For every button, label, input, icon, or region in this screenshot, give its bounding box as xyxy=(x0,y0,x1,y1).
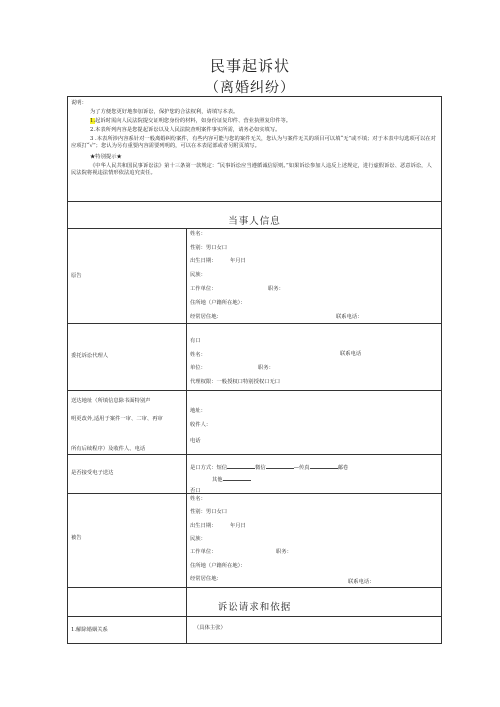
notes-item-2: 2.本表所列内容是您提起诉讼以及人民法院查明案件事实所需，请务必如实填写。 xyxy=(90,127,281,133)
defendant-label: 被告 xyxy=(71,535,82,541)
plaintiff-gender-field: 性别：男口女口 xyxy=(190,245,228,251)
blank-line xyxy=(223,475,251,481)
section-claims-title: 诉讼请求和依据 xyxy=(217,602,292,613)
defendant-phone-field: 联系电话： xyxy=(348,579,375,585)
agent-duty-field: 职务： xyxy=(258,365,274,371)
special-notice-text: 《中华人民共和国民事诉讼法》第十三条第一款规定：“民事诉讼应当遵循诚信原则。”如果诉讼参加人违反上述规定，进行虚假诉讼、恶意诉讼，人民法院将视违法情形依法追究责任。 xyxy=(71,163,432,176)
plaintiff-birth-field: 出生日期： 年月日 xyxy=(190,258,246,264)
notes-heading: 说明： xyxy=(71,100,87,106)
electronic-service-label: 是否接受电子送达 xyxy=(71,470,114,476)
agent-authority-field: 代理权限：一般授权口特别授权口无口 xyxy=(190,379,281,385)
plaintiff-residence-field: 经常居住地： xyxy=(190,314,222,320)
plaintiff-address-field: 住所地（户籍所在地）： xyxy=(190,300,246,306)
blank-line xyxy=(227,463,255,469)
plaintiff-label: 原告 xyxy=(71,273,82,279)
service-label-line-3: 所有后续程序）及收件人、电话 xyxy=(71,446,146,452)
electronic-service-options: 是口方式：短信 微信 —传真 邮卷 xyxy=(190,465,349,471)
defendant-name-field: 姓名： xyxy=(190,496,206,502)
service-label-line-1: 送达地址（所填信息除书面特别声 xyxy=(71,398,151,404)
divider xyxy=(68,201,441,202)
blank-line xyxy=(266,463,294,469)
service-phone-field: 电话 xyxy=(190,438,201,444)
document-subtitle: （离婚纠纷） xyxy=(205,80,295,96)
notes-item-3: 3 .本表所涉内容系针对一般离婚纠纷案件，有些内容可能与您的案件无关，您认为与案件无关的项目可以填“无”或不填；对于本表中勾选项可以在对应项打“√”；您认为另有重要内容需要列明的，可以在本表尾部或者另附页填写。 xyxy=(71,136,436,149)
defendant-ethnicity-field: 民族： xyxy=(190,536,206,542)
service-label-line-2: 明更改外,适用于案件一审、二审、再审 xyxy=(71,416,163,422)
divider xyxy=(68,493,441,494)
agent-label: 委托诉讼代理人 xyxy=(71,353,109,359)
form-table xyxy=(67,96,442,644)
section-parties-title: 当事人信息 xyxy=(228,216,281,227)
claim-1-label: 1.解除婚姻关系 xyxy=(71,627,108,633)
plaintiff-phone-field: 联系电话： xyxy=(336,314,363,320)
electronic-service-other: 其他 xyxy=(212,475,251,484)
electronic-service-no: 否口 xyxy=(190,488,201,494)
defendant-residence-field: 经常居住地： xyxy=(190,576,222,582)
plaintiff-ethnicity-field: 民族： xyxy=(190,272,206,278)
divider xyxy=(68,454,441,455)
claim-1-value: （具体主张） xyxy=(194,625,226,631)
plaintiff-employer-field: 工作单位： xyxy=(190,286,217,292)
notes-intro: 为了方便您更好地参加诉讼，保护您的合法权利，请填写本表。 xyxy=(90,109,239,115)
divider xyxy=(68,616,441,617)
defendant-address-field: 住所地（户籍所在地）： xyxy=(190,563,246,569)
highlight-mark: 1. xyxy=(90,118,96,124)
divider xyxy=(68,323,441,324)
agent-has-checkbox: 有口 xyxy=(190,338,201,344)
document-title: 民事起诉状 xyxy=(209,57,290,75)
defendant-birth-field: 出生日期： 年月日 xyxy=(190,523,246,529)
notes-item-1: 1.起诉时需向人民法院提交证明您身份的材料，如身份证复印件、营业执照复印件等。 xyxy=(90,118,292,124)
plaintiff-position-field: 职务： xyxy=(268,286,284,292)
divider xyxy=(68,228,441,229)
defendant-gender-field: 性别：男口女口 xyxy=(190,509,228,515)
column-divider xyxy=(186,228,187,644)
service-address-field: 地址： xyxy=(190,408,206,414)
divider xyxy=(68,587,441,588)
defendant-position-field: 职务： xyxy=(276,549,292,555)
blank-line xyxy=(310,463,338,469)
agent-phone-field: 联系电话 xyxy=(340,351,362,357)
plaintiff-name-field: 姓名： xyxy=(190,231,206,237)
special-notice-heading: ★特别提示★ xyxy=(90,154,122,160)
agent-name-field: 姓名： xyxy=(190,352,206,358)
service-recipient-field: 收件人： xyxy=(190,422,212,428)
defendant-employer-field: 工作单位： xyxy=(190,549,217,555)
divider xyxy=(68,390,441,391)
agent-unit-field: 单位： xyxy=(190,365,206,371)
